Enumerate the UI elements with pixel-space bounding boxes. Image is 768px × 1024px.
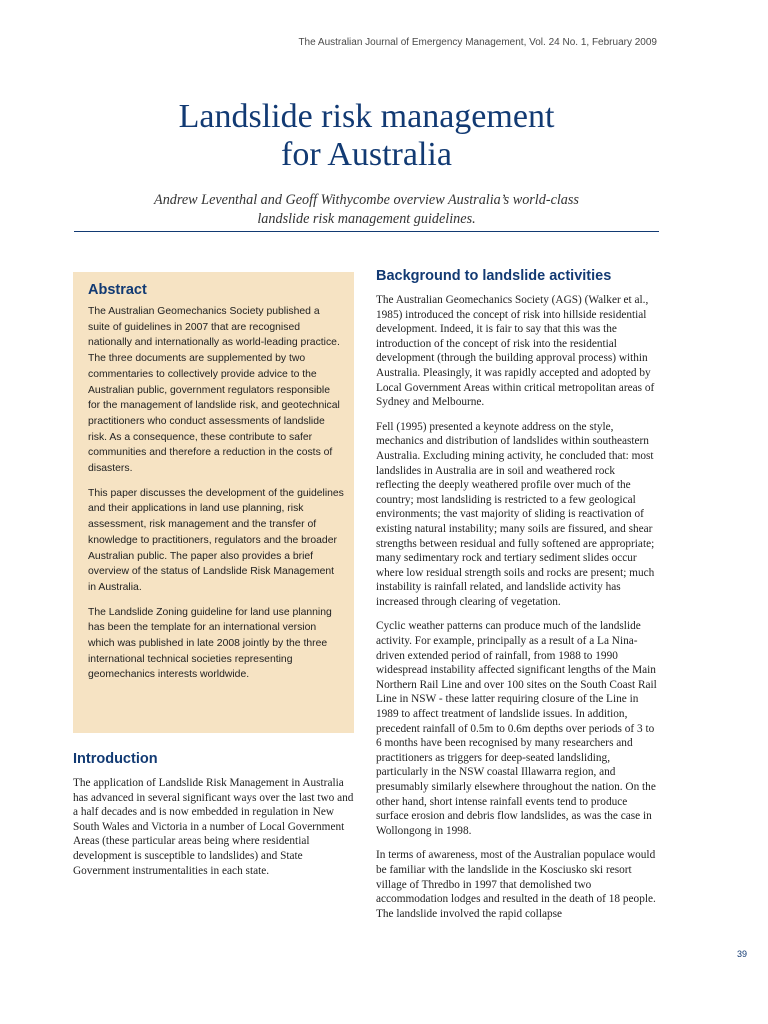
background-paragraph: Fell (1995) presented a keynote address on the style, mechanics and distribution of landslides within southeastern Australia. Excluding mining activity, he concluded that: most landslides in Australia are in soil and weathered rock reflecting the deeply weathered profile over much of the country; most landsliding is restricted to a few geological environments; the vast majority of sliding is reactivation of existing natural instability; many soils are fissured, and shear strengths between residual and fully softened are appropriate; many sedimentary rock and tertiary sediment slides occur where low residual strength soils and rocks are present; much instability is rainfall related, and landslide activity has increased through clearing of vegetation. bbox=[376, 420, 655, 608]
abstract-paragraph: The Landslide Zoning guideline for land use planning has been the template for an international version which was published in late 2008 jointly by the three international technical societies representing geomechanics interests worldwide. bbox=[88, 606, 332, 681]
abstract-paragraph: This paper discusses the development of the guidelines and their applications in land use planning, risk assessment, risk management and the transfer of knowledge to practitioners, regulators and the broader Australian public. The paper also provides a brief overview of the status of Landslide Risk Management in Australia. bbox=[88, 487, 344, 593]
title-divider bbox=[74, 231, 659, 232]
introduction-paragraph: The application of Landslide Risk Management in Australia has advanced in several significant ways over the last two and a half decades and is now embedded in regulation in New South Wales and Victoria in a number of Local Government Areas (these particular areas being where residential development is susceptible to landslides) and State Government instrumentalities in each state. bbox=[73, 777, 354, 877]
article-title bbox=[74, 98, 659, 174]
subtitle-line-2: landslide risk management guidelines. bbox=[257, 211, 476, 227]
journal-header: The Australian Journal of Emergency Management, Vol. 24 No. 1, February 2009 bbox=[298, 37, 657, 48]
background-paragraph: In terms of awareness, most of the Australian populace would be familiar with the landslide in the Kosciusko ski resort village of Thredbo in 1997 that demolished two accommodation lodges and resulted in the death of 18 people. The landslide involved the rapid collapse bbox=[376, 849, 656, 920]
introduction-section bbox=[73, 751, 355, 888]
abstract-paragraph: The Australian Geomechanics Society published a suite of guidelines in 2007 that are recognised nationally and internationally as world-leading practice. The three documents are supplemented by two commentaries to collectively provide advice to the Australian public, government regulators responsible for the management of landslide risk, and geotechnical practitioners who conduct assessments of landslide risk. As a consequence, these contribute to safer communities and therefore a reduction in the costs of disasters. bbox=[88, 306, 340, 475]
abstract-box bbox=[73, 272, 354, 733]
background-section bbox=[376, 268, 660, 931]
page-number: 39 bbox=[737, 949, 748, 959]
subtitle-line-1: Andrew Leventhal and Geoff Withycombe overview Australia’s world-class bbox=[154, 192, 579, 208]
title-line-1: Landslide risk management bbox=[178, 98, 555, 135]
background-heading: Background to landslide activities bbox=[376, 268, 612, 284]
abstract-heading: Abstract bbox=[88, 282, 147, 298]
background-paragraph: Cyclic weather patterns can produce much of the landslide activity. For example, principally as a result of a La Nina-driven extended period of rainfall, from 1988 to 1990 widespread instability affected significant lengths of the Main Northern Rail Line and over 100 sites on the South Coast Rail Line in NSW - these latter requiring closure of the Line in 1989 to affect treatment of landslide issues. In addition, precedent rainfall of 0.5m to 0.6m depths over periods of 3 to 6 months have been recognised by many researchers and practitioners as triggers for deep-seated landsliding, particularly in the NSW coastal Illawarra region, and presumably similarly elsewhere throughout the nation. On the other hand, short intense rainfall events tend to produce surface erosion and debris flow landslides, as was the case in Wollongong in 1998. bbox=[376, 620, 657, 837]
background-paragraph: The Australian Geomechanics Society (AGS) (Walker et al., 1985) introduced the concept of risk into hillside residential development. Indeed, it is fair to say that this was the introduction of the concept of risk into the residential development (through the building approval process) within Australia. Pleasingly, it was rapidly accepted and adopted by Local Government Areas within critical metropolitan areas of Sydney and Melbourne. bbox=[376, 294, 655, 409]
introduction-heading: Introduction bbox=[73, 751, 158, 767]
title-line-2: for Australia bbox=[281, 136, 452, 173]
article-subtitle bbox=[74, 191, 659, 229]
